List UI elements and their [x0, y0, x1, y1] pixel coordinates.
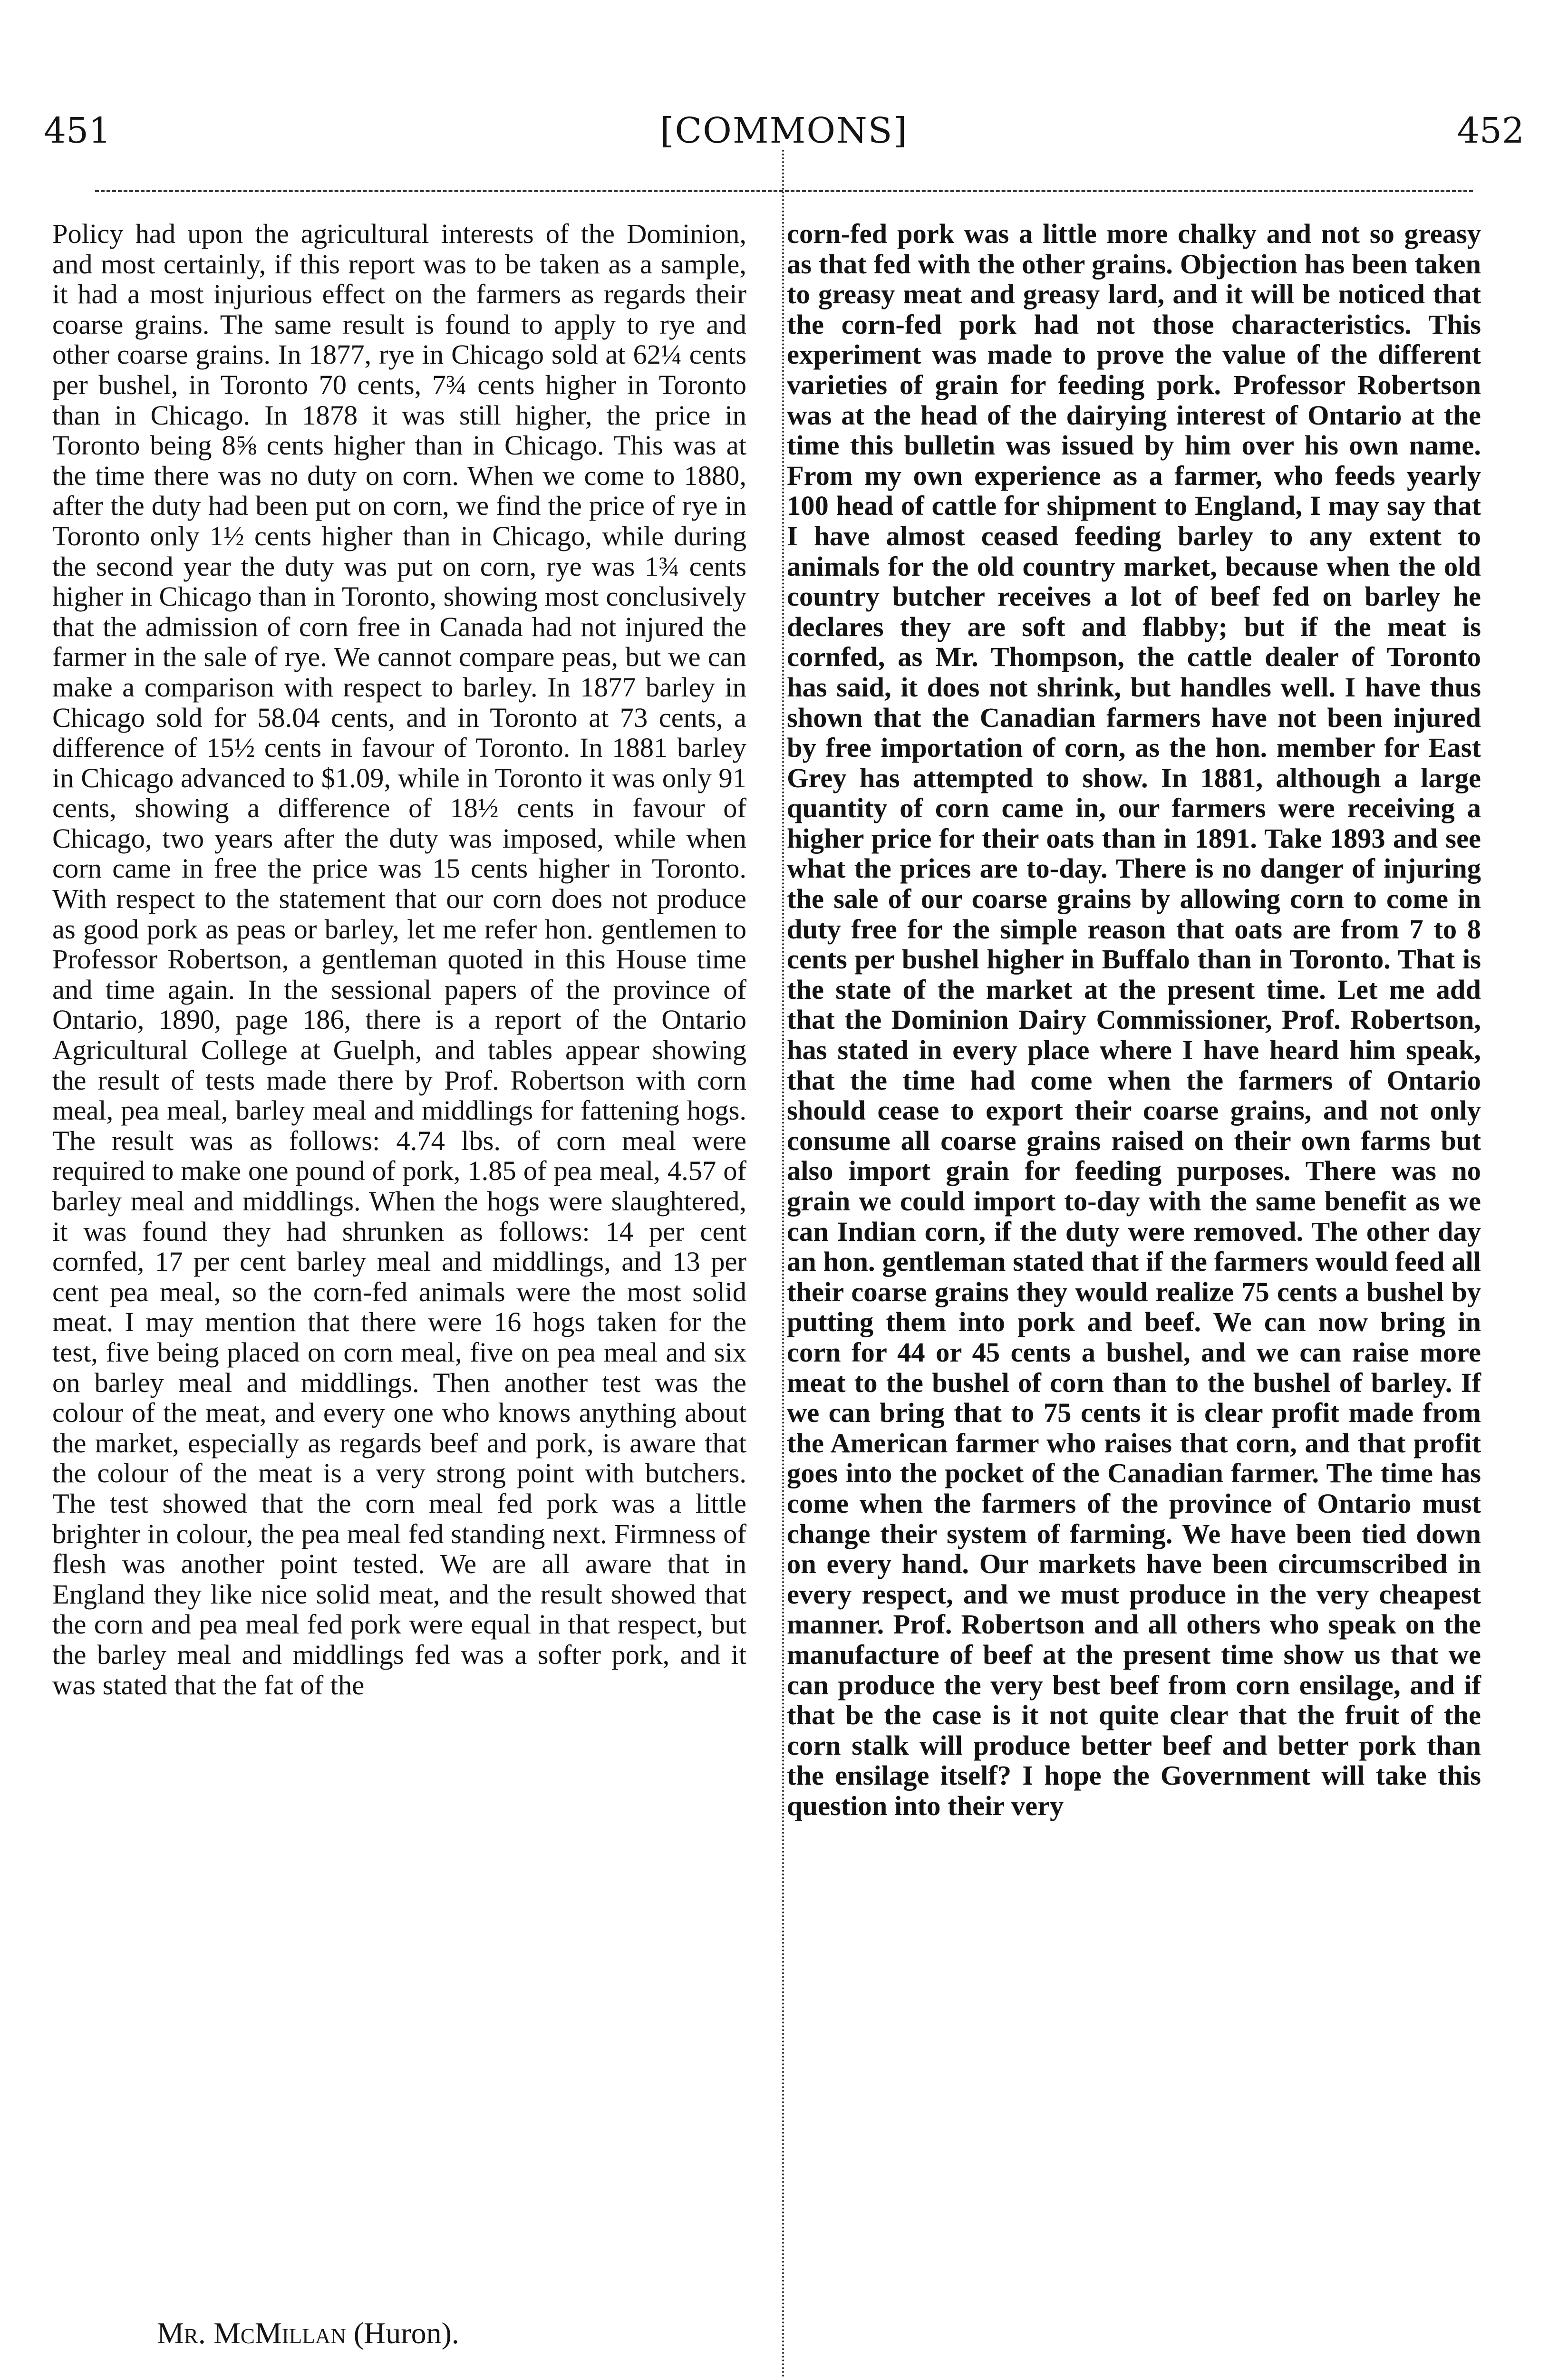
right-column-text: corn-fed pork was a little more chalky and not so greasy as that fed with the other grains. Objection has been taken to greasy meat and greasy lard, and it will be noticed that the corn-fed pork had not those characteristics. This experiment was made to prove the value of the different varieties of grain for feeding pork. Professor Robertson was at the head of the dairying interest of Ontario at the time this bulletin was issued by him over his own name. From my own experience as a farmer, who feeds yearly 100 head of cattle for shipment to England, I may say that I have almost ceased feeding barley to any extent to animals for the old country market, because when the old country butcher receives a lot of beef fed on barley he declares they are soft and flabby; but if the meat is cornfed, as Mr. Thompson, the cattle dealer of Toronto has said, it does not shrink, but handles well. I have thus shown that the Canadian farmers have not been injured by free importation of corn, as the hon. member for East Grey has attempted to show. In 1881, although a large quantity of corn came in, our farmers were receiving a higher price for their oats than in 1891. Take 1893 and see what the prices are to-day. There is no danger of injuring the sale of our coarse grains by allowing corn to come in duty free for the simple reason that oats are from 7 to 8 cents per bushel higher in Buffalo than in Toronto. That is the state of the market at the present time. Let me add that the Dominion Dairy Commissioner, Prof. Robertson, has stated in every place where I have heard him speak, that the time had come when the farmers of Ontario should cease to export their coarse grains, and not only consume all coarse grains raised on their own farms but also import grain for feeding purposes. There was no grain we could import to-day with the same benefit as we can Indian corn, if the duty were removed. The other day an hon. gentleman stated that if the farmers would feed all their coarse grains they would realize 75 cents a bushel by putting them into pork and beef. We can now bring in corn for 44 or 45 cents a bushel, and we can raise more meat to the bushel of corn than to the bushel of barley. If we can bring that to 75 cents it is clear profit made from the American farmer who raises that corn, and that profit goes into the pocket of the Canadian farmer. The time has come when the farmers of the province of Ontario must change their system of farming. We have been tied down on every hand. Our markets have been circumscribed in every respect, and we must produce in the very cheapest manner. Prof. Robertson and all others who speak on the manufacture of beef at the present time show us that we can produce the very best beef from corn ensilage, and if that be the case is it not quite clear that the fruit of the corn stalk will produce better beef and better pork than the ensilage itself? I hope the Government will take this question into their very	[787, 218, 1481, 1821]
page-number-right: 452	[1457, 110, 1524, 151]
right-column	[787, 219, 1481, 1821]
left-column	[52, 219, 746, 1700]
speaker-riding: (Huron).	[353, 2316, 459, 2350]
speaker-attribution	[157, 2318, 459, 2348]
left-column-text: Policy had upon the agricultural interests of the Dominion, and most certainly, if this report was to be taken as a sample, it had a most injurious effect on the farmers as regards their coarse grains. The same result is found to apply to rye and other coarse grains. In 1877, rye in Chicago sold at 62¼ cents per bushel, in Toronto 70 cents, 7¾ cents higher in Toronto than in Chicago. In 1878 it was still higher, the price in Toronto being 8⅝ cents higher than in Chicago. This was at the time there was no duty on corn. When we come to 1880, after the duty had been put on corn, we find the price of rye in Toronto only 1½ cents higher than in Chicago, while during the second year the duty was put on corn, rye was 1¾ cents higher in Chicago than in Toronto, showing most conclusively that the admission of corn free in Canada had not injured the farmer in the sale of rye. We cannot compare peas, but we can make a comparison with respect to barley. In 1877 barley in Chicago sold for 58.04 cents, and in Toronto at 73 cents, a difference of 15½ cents in favour of Toronto. In 1881 barley in Chicago advanced to $1.09, while in Toronto it was only 91 cents, showing a difference of 18½ cents in favour of Chicago, two years after the duty was imposed, while when corn came in free the price was 15 cents higher in Toronto. With respect to the statement that our corn does not produce as good pork as peas or barley, let me refer hon. gentlemen to Professor Robertson, a gentleman quoted in this House time and time again. In the sessional papers of the province of Ontario, 1890, page 186, there is a report of the Ontario Agricultural College at Guelph, and tables appear showing the result of tests made there by Prof. Robertson with corn meal, pea meal, barley meal and middlings for fattening hogs. The result was as follows: 4.74 lbs. of corn meal were required to make one pound of pork, 1.85 of pea meal, 4.57 of barley meal and middlings. When the hogs were slaughtered, it was found they had shrunken as follows: 14 per cent cornfed, 17 per cent barley meal and middlings, and 13 per cent pea meal, so the corn-fed animals were the most solid meat. I may mention that there were 16 hogs taken for the test, five being placed on corn meal, five on pea meal and six on barley meal and middlings. Then another test was the colour of the meat, and every one who knows anything about the market, especially as regards beef and pork, is aware that the colour of the meat is a very strong point with butchers. The test showed that the corn meal fed pork was a little brighter in colour, the pea meal fed standing next. Firmness of flesh was another point tested. We are all aware that in England they like nice solid meat, and the result showed that the corn and pea meal fed pork were equal in that respect, but the barley meal and middlings fed was a softer pork, and it was stated that the fat of the	[52, 218, 746, 1701]
column-divider	[782, 150, 784, 2377]
header-rule	[95, 190, 1473, 192]
page-heading: [COMMONS]	[660, 110, 908, 151]
page-number-left: 451	[44, 110, 111, 151]
speaker-name: Mr. McMillan	[157, 2316, 346, 2350]
